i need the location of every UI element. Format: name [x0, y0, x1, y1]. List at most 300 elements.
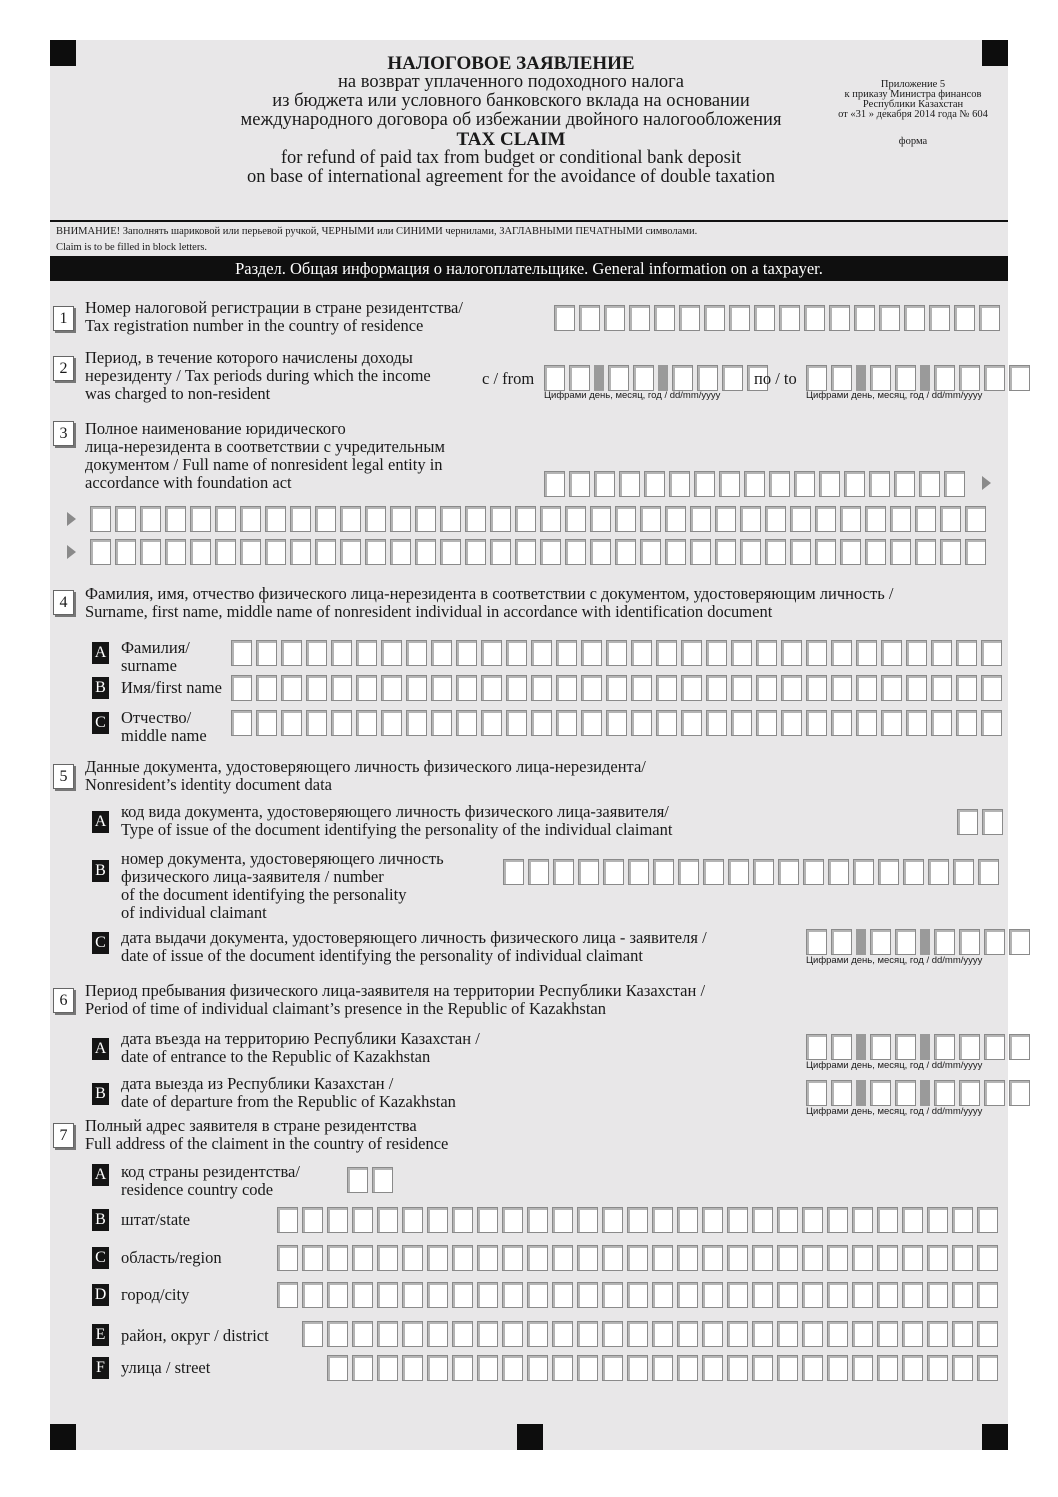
entry-cell[interactable]: [706, 710, 727, 736]
entry-cell[interactable]: [870, 929, 891, 955]
entry-cell[interactable]: [677, 1321, 698, 1347]
entry-cell[interactable]: [352, 1245, 373, 1271]
entry-cell[interactable]: [781, 640, 802, 666]
entry-cell[interactable]: [881, 640, 902, 666]
entry-cell[interactable]: [608, 365, 629, 391]
entry-cell[interactable]: [315, 506, 336, 532]
entry-cell[interactable]: [977, 1245, 998, 1271]
entry-cell[interactable]: [940, 539, 961, 565]
entity-name-cells-row-3[interactable]: [90, 539, 986, 565]
entry-cell[interactable]: [481, 675, 502, 701]
entry-cell[interactable]: [281, 675, 302, 701]
entry-cell[interactable]: [806, 929, 827, 955]
entry-cell[interactable]: [852, 1207, 873, 1233]
entry-cell[interactable]: [327, 1207, 348, 1233]
entry-cell[interactable]: [629, 305, 650, 331]
entry-cell[interactable]: [779, 305, 800, 331]
entry-cell[interactable]: [802, 1245, 823, 1271]
entry-cell[interactable]: [902, 1282, 923, 1308]
entry-cell[interactable]: [340, 506, 361, 532]
entry-cell[interactable]: [719, 471, 740, 497]
entry-cell[interactable]: [652, 1321, 673, 1347]
entry-cell[interactable]: [531, 640, 552, 666]
entry-cell[interactable]: [115, 506, 136, 532]
entry-cell[interactable]: [481, 640, 502, 666]
entry-cell[interactable]: [352, 1282, 373, 1308]
entry-cell[interactable]: [669, 471, 690, 497]
entry-cell[interactable]: [690, 506, 711, 532]
entry-cell[interactable]: [869, 471, 890, 497]
entry-cell[interactable]: [531, 675, 552, 701]
entry-cell[interactable]: [552, 1282, 573, 1308]
entry-cell[interactable]: [954, 305, 975, 331]
entry-cell[interactable]: [827, 1321, 848, 1347]
entry-cell[interactable]: [929, 305, 950, 331]
entry-cell[interactable]: [927, 1282, 948, 1308]
country-code-cells[interactable]: [347, 1167, 393, 1193]
entry-cell[interactable]: [415, 539, 436, 565]
entry-cell[interactable]: [381, 640, 402, 666]
entry-cell[interactable]: [527, 1282, 548, 1308]
entry-cell[interactable]: [731, 675, 752, 701]
entry-cell[interactable]: [356, 710, 377, 736]
entry-cell[interactable]: [728, 859, 749, 885]
entry-cell[interactable]: [756, 710, 777, 736]
entry-cell[interactable]: [652, 1355, 673, 1381]
entry-cell[interactable]: [90, 506, 111, 532]
entry-cell[interactable]: [977, 1321, 998, 1347]
entry-cell[interactable]: [552, 1321, 573, 1347]
entry-cell[interactable]: [640, 506, 661, 532]
entry-cell[interactable]: [477, 1282, 498, 1308]
entry-cell[interactable]: [806, 675, 827, 701]
entry-cell[interactable]: [853, 859, 874, 885]
entry-cell[interactable]: [931, 675, 952, 701]
entry-cell[interactable]: [781, 710, 802, 736]
entry-cell[interactable]: [981, 675, 1002, 701]
entry-cell[interactable]: [552, 1355, 573, 1381]
entity-name-cells-row-2[interactable]: [90, 506, 986, 532]
entry-cell[interactable]: [477, 1355, 498, 1381]
entry-cell[interactable]: [656, 675, 677, 701]
tax-registration-number-cells[interactable]: [554, 305, 1000, 331]
entry-cell[interactable]: [931, 640, 952, 666]
entry-cell[interactable]: [915, 506, 936, 532]
entry-cell[interactable]: [256, 710, 277, 736]
entry-cell[interactable]: [552, 1207, 573, 1233]
entry-cell[interactable]: [231, 640, 252, 666]
entry-cell[interactable]: [827, 1245, 848, 1271]
entry-cell[interactable]: [965, 506, 986, 532]
entry-cell[interactable]: [702, 1282, 723, 1308]
entry-cell[interactable]: [715, 539, 736, 565]
entry-cell[interactable]: [402, 1321, 423, 1347]
entry-cell[interactable]: [631, 675, 652, 701]
entry-cell[interactable]: [554, 305, 575, 331]
entry-cell[interactable]: [602, 1245, 623, 1271]
entry-cell[interactable]: [831, 1034, 852, 1060]
entry-cell[interactable]: [365, 506, 386, 532]
entry-cell[interactable]: [502, 1245, 523, 1271]
entry-cell[interactable]: [829, 305, 850, 331]
state-cells[interactable]: [277, 1207, 998, 1233]
entry-cell[interactable]: [831, 710, 852, 736]
entry-cell[interactable]: [877, 1355, 898, 1381]
entry-cell[interactable]: [977, 1207, 998, 1233]
entry-cell[interactable]: [856, 640, 877, 666]
entry-cell[interactable]: [765, 539, 786, 565]
entry-cell[interactable]: [590, 539, 611, 565]
entry-cell[interactable]: [806, 365, 827, 391]
entry-cell[interactable]: [852, 1355, 873, 1381]
entry-cell[interactable]: [540, 506, 561, 532]
entry-cell[interactable]: [790, 506, 811, 532]
entry-cell[interactable]: [556, 675, 577, 701]
entry-cell[interactable]: [290, 506, 311, 532]
entry-cell[interactable]: [553, 859, 574, 885]
entry-cell[interactable]: [644, 471, 665, 497]
entry-cell[interactable]: [984, 929, 1005, 955]
entry-cell[interactable]: [427, 1355, 448, 1381]
entry-cell[interactable]: [865, 539, 886, 565]
entry-cell[interactable]: [979, 305, 1000, 331]
entry-cell[interactable]: [352, 1321, 373, 1347]
entry-cell[interactable]: [856, 710, 877, 736]
entry-cell[interactable]: [744, 471, 765, 497]
entry-cell[interactable]: [934, 929, 955, 955]
entry-cell[interactable]: [894, 471, 915, 497]
entry-cell[interactable]: [702, 1207, 723, 1233]
entry-cell[interactable]: [265, 539, 286, 565]
entry-cell[interactable]: [740, 506, 761, 532]
entry-cell[interactable]: [1009, 365, 1030, 391]
entry-cell[interactable]: [506, 675, 527, 701]
entry-cell[interactable]: [231, 710, 252, 736]
entry-cell[interactable]: [727, 1321, 748, 1347]
entry-cell[interactable]: [481, 710, 502, 736]
entry-cell[interactable]: [527, 1207, 548, 1233]
entry-cell[interactable]: [402, 1207, 423, 1233]
entry-cell[interactable]: [952, 1245, 973, 1271]
entry-cell[interactable]: [984, 365, 1005, 391]
entry-cell[interactable]: [427, 1321, 448, 1347]
entry-cell[interactable]: [502, 1207, 523, 1233]
entry-cell[interactable]: [277, 1282, 298, 1308]
entry-cell[interactable]: [140, 506, 161, 532]
entry-cell[interactable]: [565, 506, 586, 532]
entry-cell[interactable]: [777, 1207, 798, 1233]
entry-cell[interactable]: [231, 675, 252, 701]
entry-cell[interactable]: [952, 1321, 973, 1347]
entry-cell[interactable]: [627, 1245, 648, 1271]
entry-cell[interactable]: [656, 710, 677, 736]
entry-cell[interactable]: [865, 506, 886, 532]
entry-cell[interactable]: [959, 1080, 980, 1106]
entry-cell[interactable]: [769, 471, 790, 497]
entry-cell[interactable]: [653, 859, 674, 885]
entry-cell[interactable]: [731, 640, 752, 666]
entry-cell[interactable]: [802, 1321, 823, 1347]
entry-cell[interactable]: [984, 1034, 1005, 1060]
entry-cell[interactable]: [502, 1321, 523, 1347]
entry-cell[interactable]: [602, 1355, 623, 1381]
entry-cell[interactable]: [715, 506, 736, 532]
entry-cell[interactable]: [831, 1080, 852, 1106]
entry-cell[interactable]: [569, 365, 590, 391]
entry-cell[interactable]: [827, 1282, 848, 1308]
entry-cell[interactable]: [957, 809, 978, 835]
entry-cell[interactable]: [840, 506, 861, 532]
entry-cell[interactable]: [852, 1321, 873, 1347]
entry-cell[interactable]: [602, 1282, 623, 1308]
entry-cell[interactable]: [503, 859, 524, 885]
entry-cell[interactable]: [606, 640, 627, 666]
entry-cell[interactable]: [895, 929, 916, 955]
entry-cell[interactable]: [672, 365, 693, 391]
entry-cell[interactable]: [452, 1355, 473, 1381]
entry-cell[interactable]: [615, 506, 636, 532]
entry-cell[interactable]: [677, 1282, 698, 1308]
entry-cell[interactable]: [1009, 1034, 1030, 1060]
entry-cell[interactable]: [452, 1207, 473, 1233]
entry-cell[interactable]: [544, 471, 565, 497]
entry-cell[interactable]: [327, 1321, 348, 1347]
entry-cell[interactable]: [544, 365, 565, 391]
entry-cell[interactable]: [306, 640, 327, 666]
departure-date-cells[interactable]: [806, 1080, 1030, 1106]
entry-cell[interactable]: [490, 506, 511, 532]
entry-cell[interactable]: [731, 710, 752, 736]
entry-cell[interactable]: [890, 506, 911, 532]
entry-cell[interactable]: [831, 365, 852, 391]
entry-cell[interactable]: [165, 539, 186, 565]
entry-cell[interactable]: [753, 859, 774, 885]
entry-cell[interactable]: [431, 675, 452, 701]
entry-cell[interactable]: [934, 1080, 955, 1106]
entry-cell[interactable]: [377, 1207, 398, 1233]
entry-cell[interactable]: [678, 859, 699, 885]
entry-cell[interactable]: [302, 1321, 323, 1347]
entry-cell[interactable]: [581, 710, 602, 736]
entry-cell[interactable]: [959, 365, 980, 391]
entry-cell[interactable]: [256, 640, 277, 666]
entry-cell[interactable]: [702, 1321, 723, 1347]
entry-cell[interactable]: [290, 539, 311, 565]
entry-cell[interactable]: [406, 640, 427, 666]
entry-cell[interactable]: [754, 305, 775, 331]
entry-cell[interactable]: [697, 365, 718, 391]
street-cells[interactable]: [327, 1355, 998, 1381]
entry-cell[interactable]: [352, 1207, 373, 1233]
entry-cell[interactable]: [390, 539, 411, 565]
entry-cell[interactable]: [752, 1282, 773, 1308]
entry-cell[interactable]: [406, 710, 427, 736]
entry-cell[interactable]: [690, 539, 711, 565]
entry-cell[interactable]: [477, 1245, 498, 1271]
entry-cell[interactable]: [506, 710, 527, 736]
entry-cell[interactable]: [794, 471, 815, 497]
entry-cell[interactable]: [777, 1321, 798, 1347]
entry-cell[interactable]: [640, 539, 661, 565]
entry-cell[interactable]: [729, 305, 750, 331]
entry-cell[interactable]: [827, 1207, 848, 1233]
entry-cell[interactable]: [390, 506, 411, 532]
entry-cell[interactable]: [627, 1282, 648, 1308]
entry-cell[interactable]: [415, 506, 436, 532]
entry-cell[interactable]: [934, 365, 955, 391]
entry-cell[interactable]: [827, 1355, 848, 1381]
entry-date-cells[interactable]: [806, 1034, 1030, 1060]
entry-cell[interactable]: [881, 710, 902, 736]
entry-cell[interactable]: [652, 1207, 673, 1233]
entry-cell[interactable]: [577, 1207, 598, 1233]
entry-cell[interactable]: [381, 710, 402, 736]
surname-cells[interactable]: [231, 640, 1002, 666]
entry-cell[interactable]: [603, 859, 624, 885]
entry-cell[interactable]: [840, 539, 861, 565]
entry-cell[interactable]: [902, 1207, 923, 1233]
entry-cell[interactable]: [215, 539, 236, 565]
entry-cell[interactable]: [934, 1034, 955, 1060]
entry-cell[interactable]: [115, 539, 136, 565]
entry-cell[interactable]: [879, 305, 900, 331]
entry-cell[interactable]: [356, 675, 377, 701]
entry-cell[interactable]: [340, 539, 361, 565]
entry-cell[interactable]: [752, 1321, 773, 1347]
entry-cell[interactable]: [694, 471, 715, 497]
entry-cell[interactable]: [877, 1282, 898, 1308]
entry-cell[interactable]: [895, 1034, 916, 1060]
entry-cell[interactable]: [452, 1282, 473, 1308]
entry-cell[interactable]: [852, 1282, 873, 1308]
entry-cell[interactable]: [302, 1245, 323, 1271]
first-name-cells[interactable]: [231, 675, 1002, 701]
entry-cell[interactable]: [706, 675, 727, 701]
entry-cell[interactable]: [727, 1207, 748, 1233]
entry-cell[interactable]: [581, 640, 602, 666]
entry-cell[interactable]: [633, 365, 654, 391]
entry-cell[interactable]: [870, 1034, 891, 1060]
entry-cell[interactable]: [877, 1321, 898, 1347]
entry-cell[interactable]: [402, 1355, 423, 1381]
entry-cell[interactable]: [902, 1245, 923, 1271]
entry-cell[interactable]: [527, 1245, 548, 1271]
entry-cell[interactable]: [831, 929, 852, 955]
entry-cell[interactable]: [581, 675, 602, 701]
entry-cell[interactable]: [927, 1245, 948, 1271]
entry-cell[interactable]: [877, 1207, 898, 1233]
entry-cell[interactable]: [679, 305, 700, 331]
entry-cell[interactable]: [427, 1282, 448, 1308]
entry-cell[interactable]: [502, 1282, 523, 1308]
entry-cell[interactable]: [377, 1321, 398, 1347]
entry-cell[interactable]: [778, 859, 799, 885]
entry-cell[interactable]: [881, 675, 902, 701]
entry-cell[interactable]: [956, 640, 977, 666]
entry-cell[interactable]: [277, 1207, 298, 1233]
entry-cell[interactable]: [456, 710, 477, 736]
entry-cell[interactable]: [854, 305, 875, 331]
entry-cell[interactable]: [677, 1355, 698, 1381]
entry-cell[interactable]: [602, 1207, 623, 1233]
entry-cell[interactable]: [906, 640, 927, 666]
entry-cell[interactable]: [440, 506, 461, 532]
entry-cell[interactable]: [240, 506, 261, 532]
district-cells[interactable]: [302, 1321, 998, 1347]
entry-cell[interactable]: [895, 365, 916, 391]
entry-cell[interactable]: [327, 1282, 348, 1308]
entry-cell[interactable]: [594, 471, 615, 497]
entry-cell[interactable]: [677, 1245, 698, 1271]
entry-cell[interactable]: [831, 640, 852, 666]
entry-cell[interactable]: [806, 710, 827, 736]
entry-cell[interactable]: [681, 710, 702, 736]
city-cells[interactable]: [277, 1282, 998, 1308]
entry-cell[interactable]: [681, 675, 702, 701]
period-to-date[interactable]: [806, 365, 1030, 391]
entry-cell[interactable]: [806, 640, 827, 666]
entry-cell[interactable]: [565, 539, 586, 565]
entry-cell[interactable]: [577, 1355, 598, 1381]
entry-cell[interactable]: [752, 1355, 773, 1381]
entry-cell[interactable]: [606, 675, 627, 701]
entry-cell[interactable]: [465, 506, 486, 532]
entry-cell[interactable]: [944, 471, 965, 497]
entry-cell[interactable]: [631, 710, 652, 736]
entry-cell[interactable]: [915, 539, 936, 565]
entry-cell[interactable]: [577, 1321, 598, 1347]
entry-cell[interactable]: [306, 675, 327, 701]
entry-cell[interactable]: [904, 305, 925, 331]
entry-cell[interactable]: [465, 539, 486, 565]
entry-cell[interactable]: [490, 539, 511, 565]
entry-cell[interactable]: [356, 640, 377, 666]
entry-cell[interactable]: [956, 710, 977, 736]
entry-cell[interactable]: [240, 539, 261, 565]
entry-cell[interactable]: [704, 305, 725, 331]
entry-cell[interactable]: [953, 859, 974, 885]
entry-cell[interactable]: [652, 1245, 673, 1271]
entry-cell[interactable]: [806, 1034, 827, 1060]
entry-cell[interactable]: [815, 539, 836, 565]
entry-cell[interactable]: [602, 1321, 623, 1347]
entry-cell[interactable]: [959, 1034, 980, 1060]
entry-cell[interactable]: [456, 640, 477, 666]
period-from-date[interactable]: [544, 365, 768, 391]
entry-cell[interactable]: [803, 859, 824, 885]
entry-cell[interactable]: [956, 675, 977, 701]
issue-date-cells[interactable]: [806, 929, 1030, 955]
entry-cell[interactable]: [90, 539, 111, 565]
entry-cell[interactable]: [377, 1282, 398, 1308]
entry-cell[interactable]: [919, 471, 940, 497]
entry-cell[interactable]: [727, 1282, 748, 1308]
entry-cell[interactable]: [456, 675, 477, 701]
entry-cell[interactable]: [256, 675, 277, 701]
entry-cell[interactable]: [627, 1321, 648, 1347]
entry-cell[interactable]: [940, 506, 961, 532]
entry-cell[interactable]: [1009, 1080, 1030, 1106]
entry-cell[interactable]: [802, 1355, 823, 1381]
entry-cell[interactable]: [590, 506, 611, 532]
entry-cell[interactable]: [977, 1282, 998, 1308]
entry-cell[interactable]: [402, 1245, 423, 1271]
entry-cell[interactable]: [190, 539, 211, 565]
entry-cell[interactable]: [578, 859, 599, 885]
entry-cell[interactable]: [756, 640, 777, 666]
entry-cell[interactable]: [431, 710, 452, 736]
entry-cell[interactable]: [631, 640, 652, 666]
